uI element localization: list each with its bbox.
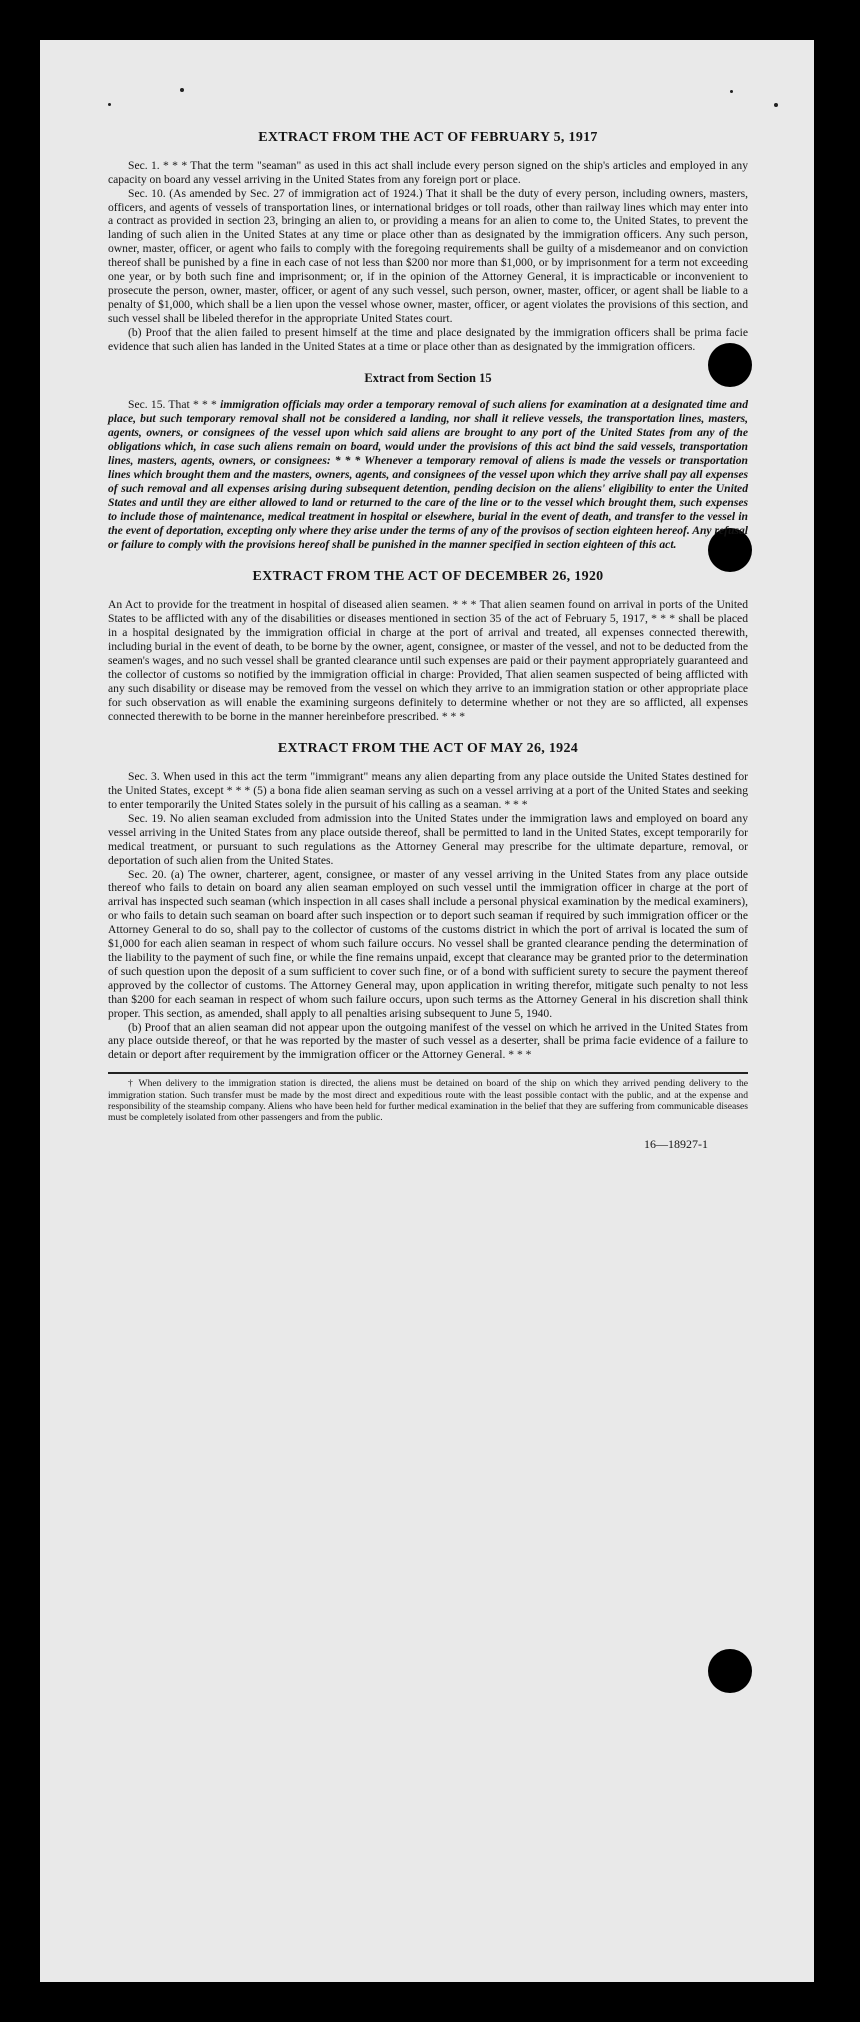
ink-speck xyxy=(730,90,733,93)
footnote: † When delivery to the immigration station is directed, the aliens must be detained on board of the ship on which they arrived pending delivery to the immigration station. Such transfer must be made by the most direct and expeditious route with the least possible contact with the public, and at the expense and responsibility of the steamship company. Aliens who have been held for further medical examination in the belief that they are suffering from communicable diseases must be completely isolated from other passengers and from the public. xyxy=(108,1078,748,1124)
document-number: 16—18927-1 xyxy=(644,1137,708,1152)
paragraph-1924-sec20a: Sec. 20. (a) The owner, charterer, agent, consignee, or master of any vessel arriving in the United States from any place outside thereof who fails to detain on board any alien seaman employed on such vessel until the immigration officer in charge at the port of arrival has inspected such seaman (which inspection in all cases shall include a personal physical examination by the medical examiners), or who fails to detain such seaman on board after such inspection or to deport such seaman if required by such immigration officer or the Attorney General to do so, shall pay to the collector of customs of the customs district in which the port of arrival is located the sum of $1,000 for each alien seaman in respect of whom such failure occurs. No vessel shall be granted clearance pending the determination of the liability to the payment of such fine, or while the fine remains unpaid, except that clearance may be granted prior to the determination of such question upon the deposit of a sum sufficient to cover such fine, or of a bond with sufficient surety to secure the payment thereof approved by the collector of customs. The Attorney General may, upon application in writing therefor, mitigate such penalty to not less than $200 for each seaman in respect of whom such failure occurs, upon such terms as the Attorney General in his discretion shall think proper. This section, as amended, shall apply to all penalties arising subsequent to June 5, 1940. xyxy=(108,867,748,1020)
paragraph-1917-sec10b: (b) Proof that the alien failed to present himself at the time and place designated by the immigration officers shall be prima facie evidence that such alien has landed in the United States at a time or place other than as designated by the immigration officers. xyxy=(108,325,748,353)
paragraph-1917-sec10: Sec. 10. (As amended by Sec. 27 of immigration act of 1924.) That it shall be the duty of every person, including owners, masters, officers, and agents of vessels of transportation lines, or international bridges or toll roads, other than railway lines which may enter into a contract as provided in section 23, bringing an alien to, or providing a means for an alien to come to, the United States, to prevent the landing of such alien in the United States at any time or place other than as designated by the immigration officers. Any such person, owner, master, officer, or agent who fails to comply with the foregoing requirements shall be guilty of a misdemeanor and on conviction thereof shall be punished by a fine in each case of not less than $200 nor more than $1,000, or by imprisonment for a term not exceeding one year, or by both such fine and imprisonment; or, if in the opinion of the Attorney General, it is impracticable or inconvenient to prosecute the person, owner, master, officer, or agent of any such vessel, such person, owner, master, officer, or agent shall be liable to a penalty of $1,000, which shall be a lien upon the vessel whose owner, master, officer, or agent violates the provisions of this section, and such vessel shall be libeled therefor in the appropriate United States court. xyxy=(108,186,748,325)
ink-speck xyxy=(774,103,778,107)
document-page xyxy=(40,40,814,1982)
sec15-prefix: Sec. 15. That * * * xyxy=(128,398,221,412)
ink-speck xyxy=(180,88,184,92)
ink-speck xyxy=(108,103,111,106)
paragraph-1920: An Act to provide for the treatment in hospital of diseased alien seamen. * * * That alien seamen found on arrival in ports of the United States to be afflicted with any of the disabilities or diseases mentioned in section 35 of the act of February 5, 1917, * * * shall be placed in a hospital designated by the immigration official in charge at the port of arrival and treated, all expenses connected therewith, including burial in the event of death, to be borne by the owner, agent, consignee, or master of the vessel, and not to be deducted from the seamen's wages, and no such vessel shall be granted clearance until such expenses are paid or their payment appropriately guaranteed and the collector of customs so notified by the immigration official in charge: Provided, That alien seamen suspected of being afflicted with any such disability or disease may be removed from the vessel on which they arrive to an immigration station or other appropriate place for such observation as will enable the examining surgeons definitely to determine whether or not they are so afflicted, all expenses connected therewith to be borne in the manner hereinbefore prescribed. * * * xyxy=(108,598,748,723)
section-heading-1917: EXTRACT FROM THE ACT OF FEBRUARY 5, 1917 xyxy=(258,130,598,145)
paragraph-1924-sec3: Sec. 3. When used in this act the term "immigrant" means any alien departing from any place outside the United States destined for the United States, except * * * (5) a bona fide alien seaman serving as such on a vessel arriving at a port of the United States and seeking to enter temporarily the United States solely in the pursuit of his calling as a seaman. * * * xyxy=(108,770,748,812)
document-body xyxy=(108,130,748,1152)
paragraph-sec15 xyxy=(108,398,748,551)
paragraph-1924-sec19: Sec. 19. No alien seaman excluded from admission into the United States under the immigration laws and employed on board any vessel arriving in the United States from any place outside thereof, shall be permitted to land in the United States, except temporarily for medical treatment, or pursuant to such regulations as the Attorney General may prescribe for the ultimate departure, removal, or deportation of such alien from the United States. xyxy=(108,811,748,867)
footnote-divider xyxy=(108,1072,748,1074)
sec15-italic-text: immigration officials may order a temporary removal of such aliens for examination at a designated time and place, but such temporary removal shall not be considered a landing, nor shall it relieve vessels, the transportation lines, masters, agents, owners, or consignees of the vessel upon which said aliens are brought to any port of the United States from any of the obligations which, in case such aliens remain on board, would under the provisions of this act bind the said vessels, transportation lines, masters, agents, owners, or consignees: * * * Whenever a temporary removal of aliens is made the vessels or transportation lines which brought them and the masters, owners, agents, and consignees of the vessel upon which they arrive shall pay all expenses of such removal and all expenses arising during subsequent detention, pending decision on the aliens' eligibility to enter the United States and until they are either allowed to land or returned to the care of the line or to the vessel which brought them, such expenses to include those of maintenance, medical treatment in hospital or elsewhere, burial in the event of death, and transfer to the vessel in the event of deportation, excepting only where they arise under the terms of any of the provisos of section eighteen hereof. Any refusal or failure to comply with the provisions hereof shall be punished in the manner specified in section eighteen of this act. xyxy=(108,398,749,551)
paragraph-1924-sec20b: (b) Proof that an alien seaman did not appear upon the outgoing manifest of the vessel on which he arrived in the United States from any place outside thereof, or that he was reported by the master of such vessel as a deserter, shall be prima facie evidence of a failure to detain or deport after requirement by the immigration officer or the Attorney General. * * * xyxy=(108,1020,748,1062)
section-heading-1924: EXTRACT FROM THE ACT OF MAY 26, 1924 xyxy=(277,741,579,757)
section-heading-1920: EXTRACT FROM THE ACT OF DECEMBER 26, 1920 xyxy=(252,569,604,585)
section-heading-sec15: Extract from Section 15 xyxy=(364,371,492,386)
punch-hole xyxy=(708,1649,752,1693)
paragraph-1917-sec1: Sec. 1. * * * That the term "seaman" as used in this act shall include every person signed on the ship's articles and employed in any capacity on board any vessel arriving in the United States from any foreign port or place. xyxy=(108,158,748,186)
